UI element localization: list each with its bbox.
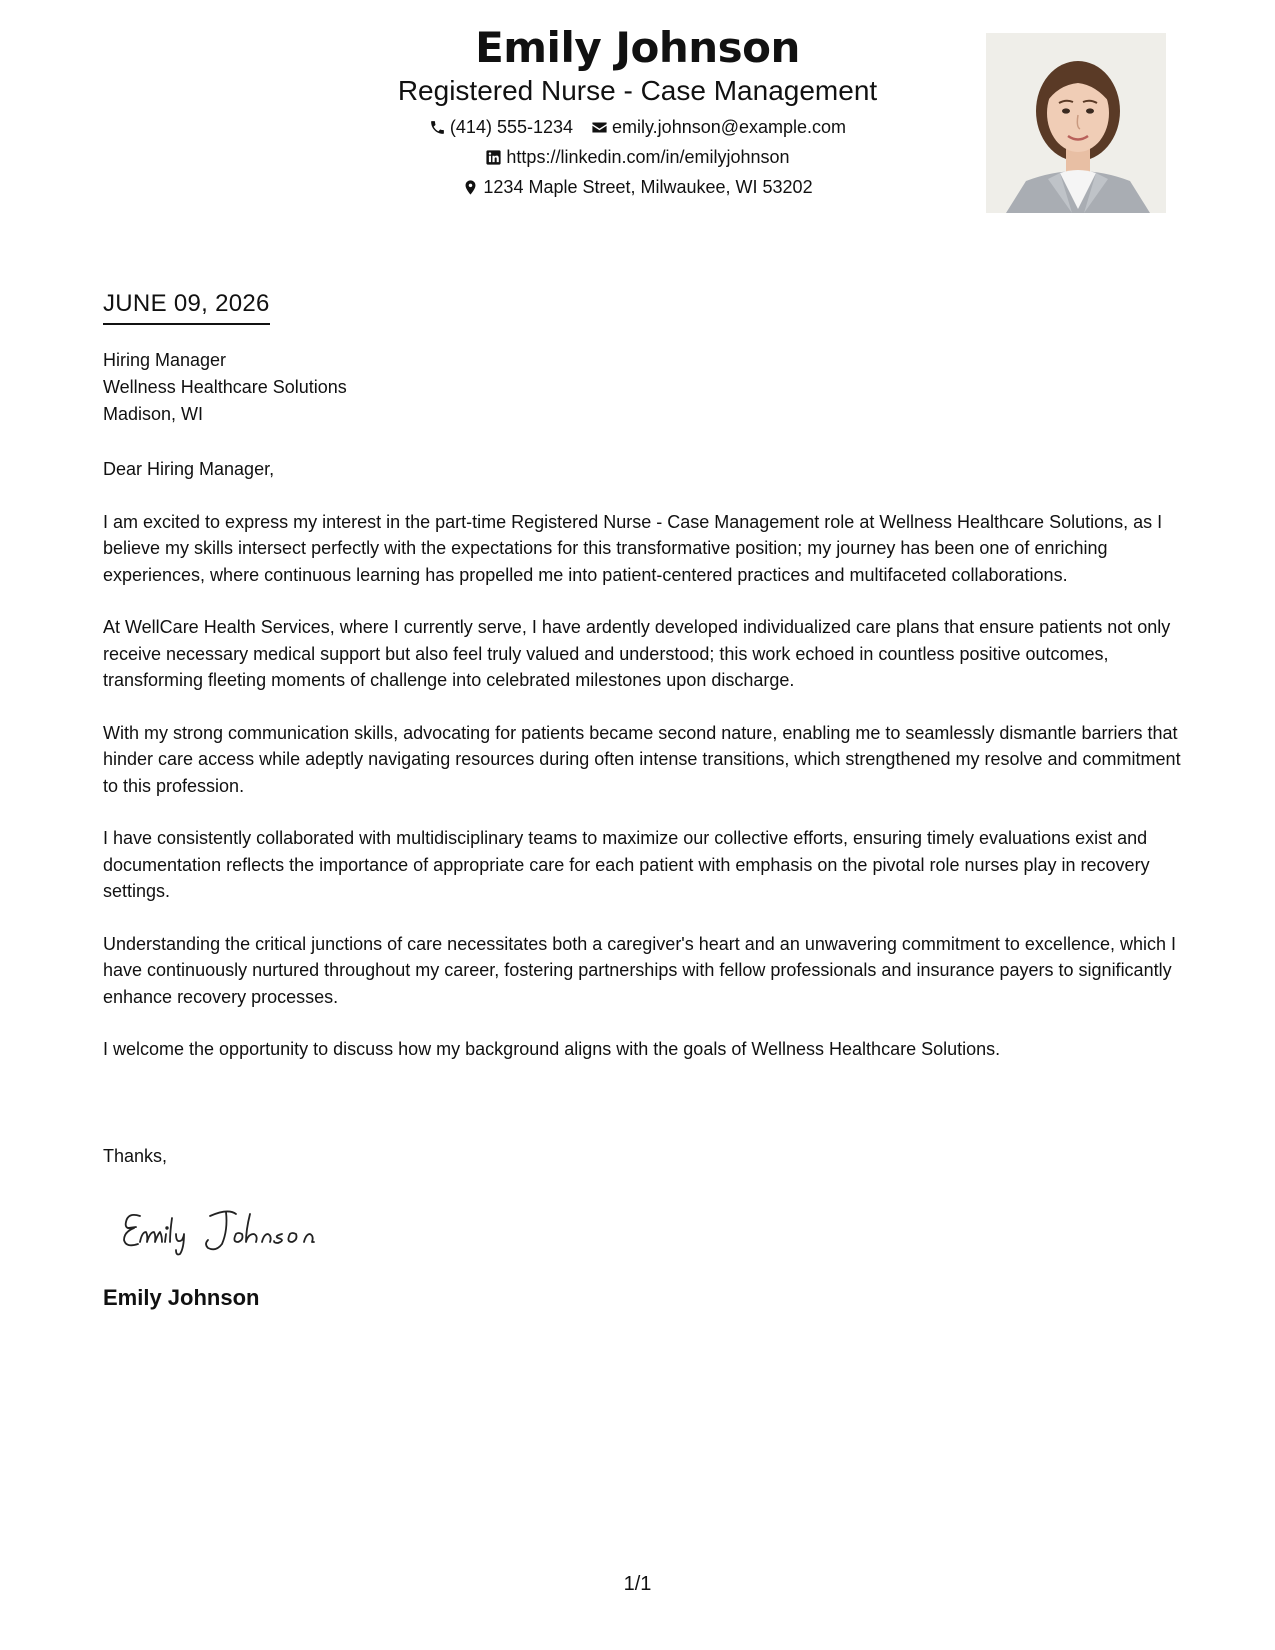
job-title: Registered Nurse - Case Management	[397, 75, 878, 106]
recipient-block	[103, 347, 347, 428]
profile-photo	[986, 33, 1166, 213]
map-marker-icon	[462, 179, 479, 196]
street-address: 1234 Maple Street, Milwaukee, WI 53202	[483, 177, 813, 197]
linkedin-icon	[485, 149, 502, 166]
body-paragraph: Understanding the critical junctions of care necessitates both a caregiver's heart and an unwavering commitment to excellence, which I have continuously nurtured throughout my career, fostering partnerships with fellow professionals and insurance payers to significantly enhance recovery processes.	[103, 933, 1176, 1007]
phone-icon	[429, 119, 446, 136]
salutation: Dear Hiring Manager,	[103, 459, 275, 479]
linkedin-url[interactable]: https://linkedin.com/in/emilyjohnson	[506, 147, 790, 167]
body-paragraph: With my strong communication skills, advocating for patients became second nature, enabling me to seamlessly dismantle barriers that hinder care access while adeptly navigating resources during often intense transitions, which strengthened my resolve and commitment to this profession.	[103, 722, 1181, 796]
address-contact	[462, 176, 812, 198]
body-paragraph: At WellCare Health Services, where I currently serve, I have ardently developed individualized care plans that ensure patients not only receive necessary medical support but also feel truly valued and understood; this work echoed in countless positive outcomes, transforming fleeting moments of challenge into celebrated milestones upon discharge.	[103, 617, 1171, 690]
recipient-company: Wellness Healthcare Solutions	[103, 377, 347, 397]
letter-body	[103, 456, 1183, 1089]
applicant-name: Emily Johnson	[475, 23, 800, 72]
recipient-location: Madison, WI	[103, 404, 204, 424]
handwritten-signature	[118, 1196, 358, 1256]
body-paragraph: I have consistently collaborated with multidisciplinary teams to maximize our collective efforts, ensuring timely evaluations exist and documentation reflects the importance of appropriate care for each patient with emphasis on the pivotal role nurses play in recovery settings.	[103, 828, 1150, 901]
email-address[interactable]: emily.johnson@example.com	[612, 117, 847, 137]
email-contact	[591, 116, 846, 138]
signer-name: Emily Johnson	[103, 1285, 260, 1310]
phone-number[interactable]: (414) 555-1234	[449, 117, 574, 137]
envelope-icon	[591, 119, 608, 136]
body-paragraph: I am excited to express my interest in the part-time Registered Nurse - Case Management role at Wellness Healthcare Solutions, as I believe my skills intersect perfectly with the expectations for this transformative position; my journey has been one of enriching experiences, where continuous learning has propelled me into patient-centered practices and multifaceted collaborations.	[103, 511, 1163, 585]
closing-phrase: Thanks,	[103, 1146, 168, 1166]
phone-contact	[429, 116, 573, 138]
body-paragraph: I welcome the opportunity to discuss how my background aligns with the goals of Wellness Healthcare Solutions.	[103, 1039, 1001, 1059]
linkedin-contact	[485, 146, 789, 168]
page-number: 1/1	[623, 1573, 652, 1595]
recipient-title: Hiring Manager	[103, 350, 227, 370]
letter-date: JUNE 09, 2026	[103, 289, 270, 325]
